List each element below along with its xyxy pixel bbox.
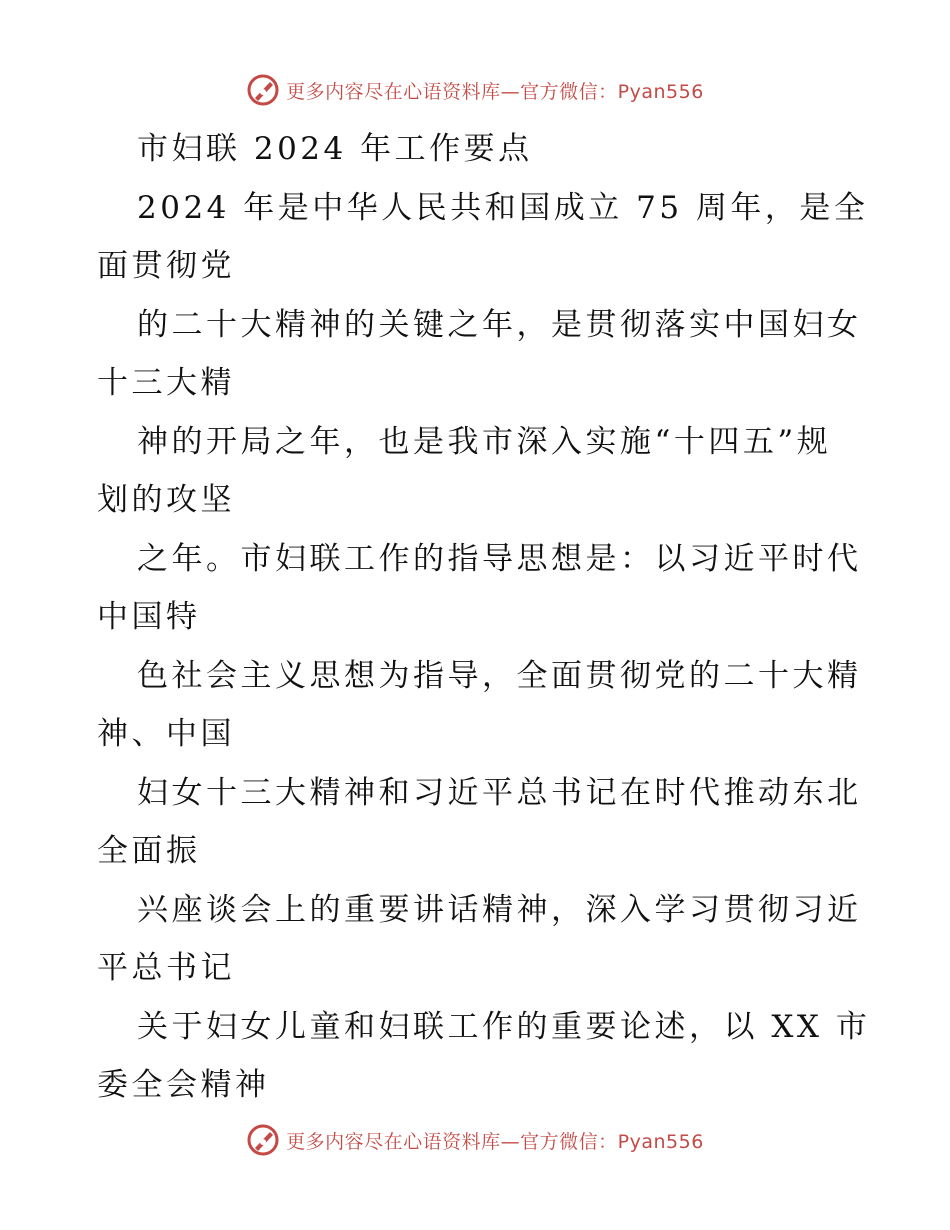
paragraph-line: 委全会精神 xyxy=(97,1067,270,1103)
paragraph-line: 的二十大精神的关键之年，是贯彻落实中国妇女 xyxy=(137,306,862,343)
paragraph-line: 2024 年是中华人民共和国成立 75 周年，是全 xyxy=(137,189,869,226)
paragraph-line: 面贯彻党 xyxy=(97,248,235,284)
paragraph-line: 十三大精 xyxy=(97,365,235,401)
paragraph-line: 划的攻坚 xyxy=(97,482,235,518)
paragraph-line: 中国特 xyxy=(97,599,201,635)
paragraph-line: 妇女十三大精神和习近平总书记在时代推动东北 xyxy=(137,774,862,811)
paragraph-line: 平总书记 xyxy=(97,950,235,986)
footer-banner-text: 更多内容尽在心语资料库—官方微信：Pyan556 xyxy=(286,1130,704,1153)
paragraph-line: 神、中国 xyxy=(97,716,235,752)
pen-logo-icon xyxy=(246,1123,280,1157)
header-banner xyxy=(0,70,950,110)
paragraph-line: 全面振 xyxy=(97,833,201,869)
paragraph-line: 之年。市妇联工作的指导思想是：以习近平时代 xyxy=(137,540,862,577)
document-title: 市妇联 2024 年工作要点 xyxy=(137,131,533,167)
pen-logo-icon xyxy=(246,73,280,107)
header-banner-text: 更多内容尽在心语资料库—官方微信：Pyan556 xyxy=(286,80,704,103)
paragraph-line: 关于妇女儿童和妇联工作的重要论述，以 XX 市 xyxy=(137,1008,871,1045)
document-body xyxy=(97,120,871,1115)
paragraph-line: 兴座谈会上的重要讲话精神，深入学习贯彻习近 xyxy=(137,891,862,928)
paragraph-line: 色社会主义思想为指导，全面贯彻党的二十大精 xyxy=(137,657,862,694)
footer-banner xyxy=(0,1120,950,1160)
paragraph-line: 神的开局之年，也是我市深入实施“十四五”规 xyxy=(137,423,832,460)
